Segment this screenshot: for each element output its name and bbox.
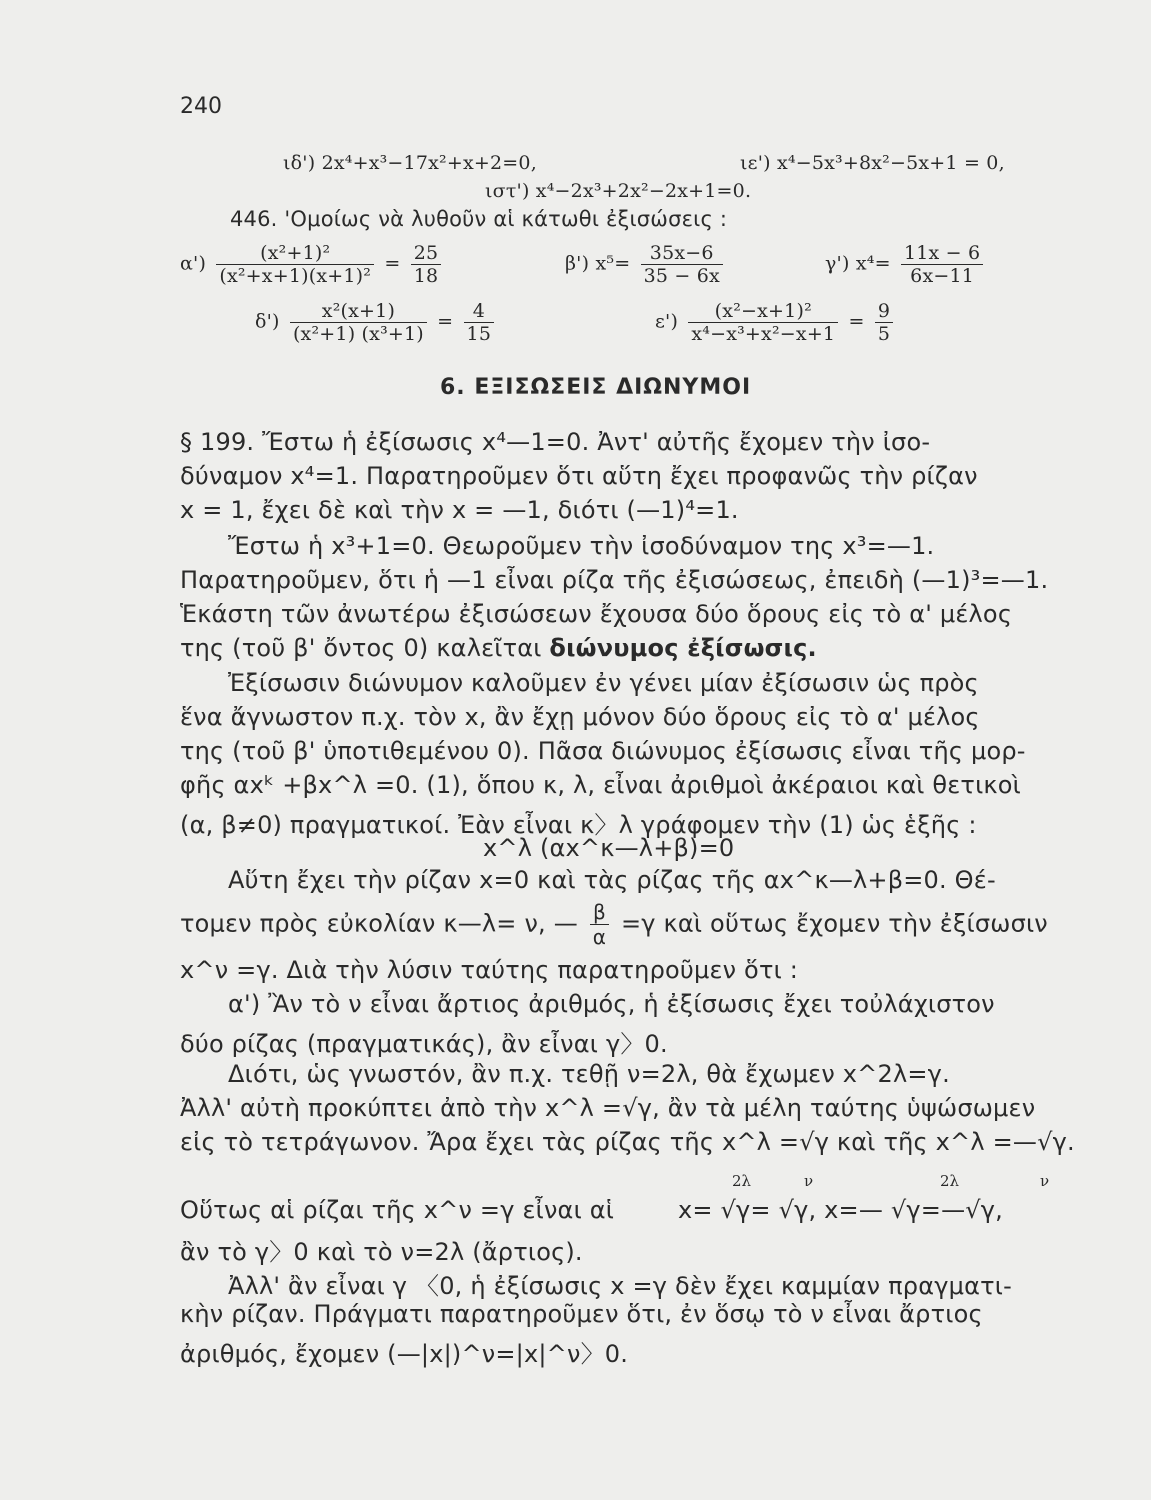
eq-d-numerator: x²(x+1) [321, 300, 396, 322]
body-line-11: φῆς αxᵏ +βx^λ =0. (1), ὅπου κ, λ, εἶναι ἀριθμοὶ ἀκέραιοι καὶ θετικοὶ [180, 771, 1021, 799]
eq-d-rhs-den: 15 [464, 322, 495, 345]
exercise-ie: ιε') x⁴−5x³+8x²−5x+1 = 0, [740, 152, 1005, 174]
eq-e-label: ε') [655, 310, 679, 333]
eq-c-label: γ') x⁴= [825, 252, 891, 275]
body-line-24: Ἀλλ' ἂν εἶναι γ 〈0, ἡ ἐξίσωσις x =γ δὲν ἔχει καμμίαν πραγματι- [228, 1272, 1012, 1300]
body-line-15-end: =γ καὶ οὕτως ἔχομεν τὴν ἐξίσωσιν [621, 909, 1048, 938]
eq-d-equals: = [437, 310, 454, 333]
eq-e-rhs [875, 300, 893, 345]
body-line-16: x^ν =γ. Διὰ τὴν λύσιν ταύτης παρατηροῦμεν ὅτι : [180, 956, 799, 984]
body-line-17: α') Ἂν τὸ ν εἶναι ἄρτιος ἀριθμός, ἡ ἐξίσωσις ἔχει τοὐλάχιστον [228, 990, 995, 1018]
eq-e-equals: = [848, 310, 865, 333]
eq-a-label: α') [180, 252, 207, 275]
eq-d-label: δ') [255, 310, 280, 333]
body-line-21: εἰς τὸ τετράγωνον. Ἄρα ἔχει τὰς ρίζας τῆς x^λ =√γ καὶ τῆς x^λ =—√γ. [180, 1128, 1075, 1156]
body-line-20: Ἀλλ' αὐτὴ προκύπτει ἀπὸ τὴν x^λ =√γ, ἂν τὰ μέλη ταύτης ὑψώσωμεν [180, 1094, 1036, 1122]
body-line-12: (α, β≠0) πραγματικοί. Ἐὰν εἶναι κ〉λ γράφομεν τὴν (1) ὡς ἑξῆς : [180, 811, 977, 839]
body-line-15 [180, 900, 1048, 949]
body-line-7 [180, 634, 817, 662]
body-line-7-text: της (τοῦ β' ὄντος 0) καλεῖται [180, 634, 550, 662]
eq-c-fraction [901, 242, 983, 287]
radical-index-4: ν [1040, 1172, 1050, 1190]
equation-a [180, 242, 445, 287]
body-line-23: ἂν τὸ γ〉0 καὶ τὸ ν=2λ (ἄρτιος). [180, 1238, 583, 1266]
eq-a-rhs-den: 18 [411, 264, 442, 287]
exercise-ist: ιστ') x⁴−2x³+2x²−2x+1=0. [485, 180, 752, 202]
radical-index-2: ν [804, 1172, 814, 1190]
body-line-14: Αὕτη ἔχει τὴν ρίζαν x=0 καὶ τὰς ρίζας τῆς αx^κ—λ+β=0. Θέ- [228, 866, 996, 894]
eq-a-rhs [411, 242, 442, 287]
body-line-10: της (τοῦ β' ὑποτιθεμένου 0). Πᾶσα διώνυμος ἐξίσωσις εἶναι τῆς μορ- [180, 737, 1026, 765]
eq-d-fraction [290, 300, 427, 345]
eq-a-fraction [216, 242, 374, 287]
exercise-id: ιδ') 2x⁴+x³−17x²+x+2=0, [283, 152, 537, 174]
eq-e-denominator: x⁴−x³+x²−x+1 [688, 322, 838, 345]
body-line-2: δύναμον x⁴=1. Παρατηροῦμεν ὅτι αὕτη ἔχει προφανῶς τὴν ρίζαν [180, 462, 978, 490]
body-line-6: Ἑκάστη τῶν ἀνωτέρω ἐξισώσεων ἔχουσα δύο ὅρους εἰς τὸ α' μέλος [180, 600, 1013, 628]
body-line-19: Διότι, ὡς γνωστόν, ἂν π.χ. τεθῇ ν=2λ, θὰ ἔχωμεν x^2λ=γ. [228, 1060, 950, 1088]
term-binomial-equation: διώνυμος ἐξίσωσις. [549, 634, 817, 662]
eq-d-rhs [464, 300, 495, 345]
equation-d [255, 300, 498, 345]
body-line-9: ἕνα ἄγνωστον π.χ. τὸν x, ἂν ἔχῃ μόνον δύο ὅρους εἰς τὸ α' μέλος [180, 703, 980, 731]
eq-d-rhs-num: 4 [472, 300, 485, 322]
eq-b-fraction [641, 242, 723, 287]
eq-b-denominator: 35 − 6x [641, 264, 723, 287]
equation-c [825, 242, 987, 287]
beta-over-alpha [590, 900, 609, 949]
body-line-18: δύο ρίζας (πραγματικάς), ἂν εἶναι γ〉0. [180, 1030, 668, 1058]
eq-e-numerator: (x²−x+1)² [714, 300, 812, 322]
radical-index-1: 2λ [732, 1172, 752, 1190]
eq-c-numerator: 11x − 6 [903, 242, 981, 264]
eq-a-rhs-num: 25 [413, 242, 439, 264]
problem-446-heading: 446. 'Ομοίως νὰ λυθοῦν αἱ κάτωθι ἐξισώσεις : [230, 207, 728, 231]
body-line-3: x = 1, ἔχει δὲ καὶ τὴν x = —1, διότι (—1)⁴=1. [180, 496, 739, 524]
equation-e [655, 300, 897, 345]
radical-index-3: 2λ [940, 1172, 960, 1190]
body-line-5: Παρατηροῦμεν, ὅτι ἡ —1 εἶναι ρίζα τῆς ἐξισώσεως, ἐπειδὴ (—1)³=—1. [180, 566, 1049, 594]
eq-d-denominator: (x²+1) (x³+1) [290, 322, 427, 345]
body-line-1: § 199. Ἔστω ἡ ἐξίσωσις x⁴—1=0. Ἀντ' αὐτῆς ἔχομεν τὴν ἰσο- [180, 428, 931, 456]
body-line-4: Ἔστω ἡ x³+1=0. Θεωροῦμεν τὴν ἰσοδύναμον της x³=—1. [228, 532, 935, 560]
eq-e-rhs-num: 9 [877, 300, 891, 322]
eq-b-label: β') x⁵= [565, 252, 631, 275]
eq-e-fraction [688, 300, 838, 345]
eq-e-rhs-den: 5 [875, 322, 893, 345]
eq-a-equals: = [384, 252, 401, 275]
body-line-8: Ἐξίσωσιν διώνυμον καλοῦμεν ἐν γένει μίαν ἐξίσωσιν ὡς πρὸς [228, 669, 979, 697]
eq-b-numerator: 35x−6 [649, 242, 714, 264]
body-line-15-start: τομεν πρὸς εὐκολίαν κ—λ= ν, — [180, 909, 578, 938]
eq-c-denominator: 6x−11 [901, 264, 983, 287]
body-line-25: κὴν ρίζαν. Πράγματι παρατηροῦμεν ὅτι, ἐν ὅσῳ τὸ ν εἶναι ἄρτιος [180, 1300, 983, 1328]
formula-factored: x^λ (αx^κ—λ+β)=0 [483, 834, 735, 862]
eq-a-numerator: (x²+1)² [260, 242, 331, 264]
eq-a-denominator: (x²+x+1)(x+1)² [216, 264, 374, 287]
frac-beta: β [592, 900, 606, 924]
roots-formula: x= √γ= √γ, x=— √γ=—√γ, [678, 1196, 1004, 1224]
frac-alpha: α [590, 924, 609, 949]
body-line-22: Οὕτως αἱ ρίζαι τῆς x^ν =γ εἶναι αἱ [180, 1196, 615, 1224]
equation-b [565, 242, 727, 287]
section-title: 6. ΕΞΙΣΩΣΕΙΣ ΔΙΩΝΥΜΟΙ [440, 375, 752, 400]
page-number: 240 [180, 94, 222, 119]
body-line-26: ἀριθμός, ἔχομεν (—|x|)^ν=|x|^ν〉0. [180, 1340, 629, 1368]
